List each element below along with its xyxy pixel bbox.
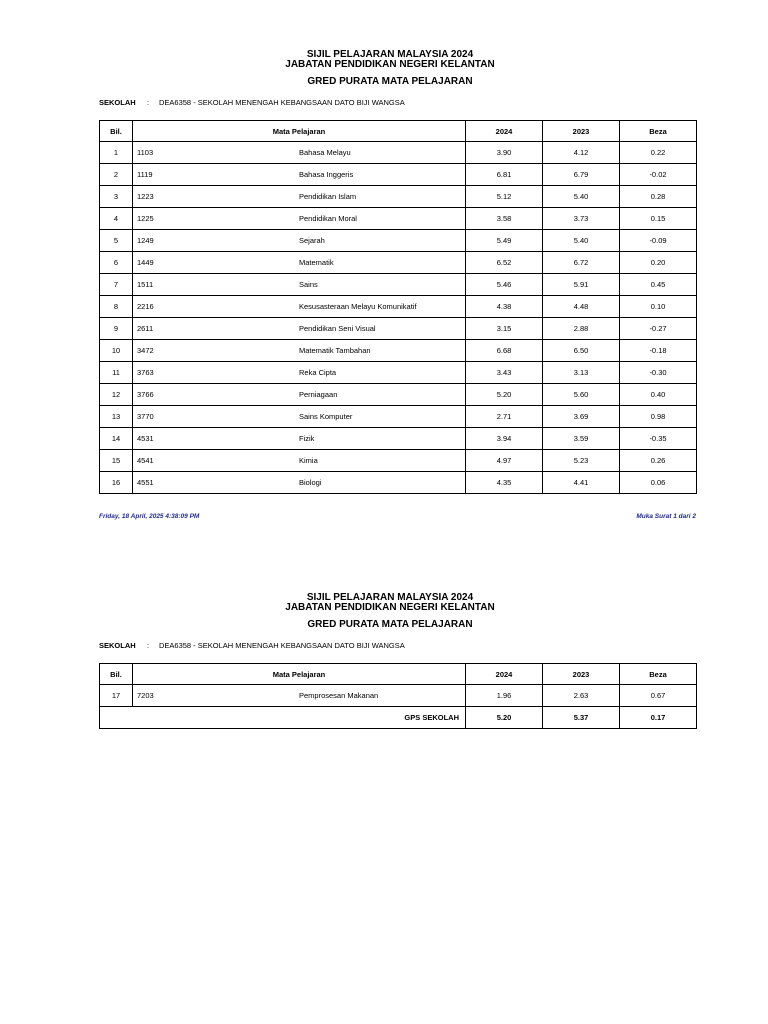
- grade-difference: 0.67: [620, 685, 697, 707]
- table-row: [100, 186, 697, 208]
- row-number: 4: [100, 208, 133, 230]
- grades-table: [99, 120, 697, 494]
- subject-code: 4531: [133, 428, 300, 450]
- report-title-line1: SIJIL PELAJARAN MALAYSIA 2024: [306, 49, 474, 60]
- table-row: [100, 472, 697, 494]
- col-bil: Bil.: [100, 664, 133, 685]
- subject-code: 3472: [133, 340, 300, 362]
- school-colon: :: [147, 98, 150, 107]
- subject-name: Matematik Tambahan: [299, 340, 466, 362]
- row-number: 11: [100, 362, 133, 384]
- report-title-line1: SIJIL PELAJARAN MALAYSIA 2024: [306, 592, 474, 603]
- grade-2023: 3.69: [543, 406, 620, 428]
- subject-code: 1119: [133, 164, 300, 186]
- subject-code: 4551: [133, 472, 300, 494]
- row-number: 5: [100, 230, 133, 252]
- grade-2024: 4.97: [466, 450, 543, 472]
- subject-code: 1103: [133, 142, 300, 164]
- grade-difference: -0.09: [620, 230, 697, 252]
- table-header-row: [100, 121, 697, 142]
- grade-2023: 3.13: [543, 362, 620, 384]
- grade-2023: 3.73: [543, 208, 620, 230]
- subject-name: Sains Komputer: [299, 406, 466, 428]
- grade-difference: -0.35: [620, 428, 697, 450]
- school-colon: :: [147, 641, 150, 650]
- gps-2024: 5.20: [466, 707, 543, 729]
- col-subject: Mata Pelajaran: [133, 664, 466, 685]
- grade-2023: 5.60: [543, 384, 620, 406]
- gps-summary-row: [100, 707, 697, 729]
- subject-code: 2611: [133, 318, 300, 340]
- grade-2023: 5.40: [543, 186, 620, 208]
- subject-name: Reka Cipta: [299, 362, 466, 384]
- table-row: [100, 164, 697, 186]
- report-title-line2: JABATAN PENDIDIKAN NEGERI KELANTAN: [285, 59, 495, 70]
- table-header-row: [100, 664, 697, 685]
- footer-page-number: Muka Surat 1 dari 2: [636, 513, 696, 520]
- grades-table-continued: [99, 663, 697, 729]
- row-number: 13: [100, 406, 133, 428]
- col-beza: Beza: [620, 121, 697, 142]
- gps-label: GPS SEKOLAH: [100, 707, 466, 729]
- subject-code: 1225: [133, 208, 300, 230]
- subject-code: 1511: [133, 274, 300, 296]
- table-row: [100, 252, 697, 274]
- subject-name: Perniagaan: [299, 384, 466, 406]
- table-row: [100, 208, 697, 230]
- grade-2024: 5.20: [466, 384, 543, 406]
- subject-name: Pendidikan Seni Visual: [299, 318, 466, 340]
- row-number: 17: [100, 685, 133, 707]
- grade-2024: 2.71: [466, 406, 543, 428]
- subject-code: 1249: [133, 230, 300, 252]
- table-row: [100, 340, 697, 362]
- school-info: [99, 98, 405, 108]
- grade-2024: 3.58: [466, 208, 543, 230]
- grade-2024: 6.81: [466, 164, 543, 186]
- row-number: 6: [100, 252, 133, 274]
- col-2024: 2024: [466, 121, 543, 142]
- row-number: 7: [100, 274, 133, 296]
- school-value: DEA6358 - SEKOLAH MENENGAH KEBANGSAAN DATO BIJI WANGSA: [159, 98, 405, 107]
- subject-name: Matematik: [299, 252, 466, 274]
- subject-name: Sains: [299, 274, 466, 296]
- subject-code: 1449: [133, 252, 300, 274]
- grade-2023: 2.88: [543, 318, 620, 340]
- table-row: [100, 274, 697, 296]
- row-number: 16: [100, 472, 133, 494]
- subject-code: 1223: [133, 186, 300, 208]
- gps-2023: 5.37: [543, 707, 620, 729]
- row-number: 1: [100, 142, 133, 164]
- table-row: [100, 318, 697, 340]
- row-number: 15: [100, 450, 133, 472]
- row-number: 3: [100, 186, 133, 208]
- subject-name: Kimia: [299, 450, 466, 472]
- grade-2023: 5.91: [543, 274, 620, 296]
- grade-difference: 0.40: [620, 384, 697, 406]
- grade-2023: 5.40: [543, 230, 620, 252]
- gps-beza: 0.17: [620, 707, 697, 729]
- grade-2024: 3.90: [466, 142, 543, 164]
- subject-name: Sejarah: [299, 230, 466, 252]
- col-beza: Beza: [620, 664, 697, 685]
- subject-name: Bahasa Inggeris: [299, 164, 466, 186]
- grade-difference: 0.10: [620, 296, 697, 318]
- footer-date: Friday, 18 April, 2025 4:38:09 PM: [99, 513, 200, 520]
- grade-2024: 5.12: [466, 186, 543, 208]
- table-row: [100, 384, 697, 406]
- school-value: DEA6358 - SEKOLAH MENENGAH KEBANGSAAN DATO BIJI WANGSA: [159, 641, 405, 650]
- subject-name: Bahasa Melayu: [299, 142, 466, 164]
- subject-name: Biologi: [299, 472, 466, 494]
- table-row: [100, 406, 697, 428]
- row-number: 9: [100, 318, 133, 340]
- report-title-line2: JABATAN PENDIDIKAN NEGERI KELANTAN: [285, 602, 495, 613]
- row-number: 14: [100, 428, 133, 450]
- school-label: SEKOLAH: [99, 641, 136, 650]
- grade-difference: 0.22: [620, 142, 697, 164]
- grade-2024: 3.94: [466, 428, 543, 450]
- grade-2024: 4.35: [466, 472, 543, 494]
- col-2023: 2023: [543, 664, 620, 685]
- grade-difference: 0.28: [620, 186, 697, 208]
- report-title-line3: GRED PURATA MATA PELAJARAN: [307, 76, 473, 87]
- subject-code: 4541: [133, 450, 300, 472]
- grade-2023: 3.59: [543, 428, 620, 450]
- subject-code: 2216: [133, 296, 300, 318]
- grade-2024: 3.43: [466, 362, 543, 384]
- table-row: [100, 685, 697, 707]
- subject-code: 3763: [133, 362, 300, 384]
- grade-difference: 0.06: [620, 472, 697, 494]
- grade-2024: 6.52: [466, 252, 543, 274]
- row-number: 10: [100, 340, 133, 362]
- subject-code: 3770: [133, 406, 300, 428]
- grade-2023: 6.50: [543, 340, 620, 362]
- grade-2024: 1.96: [466, 685, 543, 707]
- grade-2024: 4.38: [466, 296, 543, 318]
- col-2023: 2023: [543, 121, 620, 142]
- table-row: [100, 450, 697, 472]
- subject-name: Pendidikan Islam: [299, 186, 466, 208]
- grade-difference: -0.02: [620, 164, 697, 186]
- grade-2024: 5.46: [466, 274, 543, 296]
- table-row: [100, 142, 697, 164]
- row-number: 8: [100, 296, 133, 318]
- col-2024: 2024: [466, 664, 543, 685]
- col-bil: Bil.: [100, 121, 133, 142]
- grade-2023: 4.48: [543, 296, 620, 318]
- grade-difference: 0.20: [620, 252, 697, 274]
- table-row: [100, 230, 697, 252]
- subject-code: 3766: [133, 384, 300, 406]
- grade-2023: 4.12: [543, 142, 620, 164]
- grade-difference: -0.27: [620, 318, 697, 340]
- grade-2023: 6.72: [543, 252, 620, 274]
- grade-difference: 0.98: [620, 406, 697, 428]
- subject-name: Kesusasteraan Melayu Komunikatif: [299, 296, 466, 318]
- grade-2024: 3.15: [466, 318, 543, 340]
- grade-difference: 0.26: [620, 450, 697, 472]
- grade-2023: 2.63: [543, 685, 620, 707]
- grade-2024: 6.68: [466, 340, 543, 362]
- subject-name: Pendidikan Moral: [299, 208, 466, 230]
- grade-2023: 4.41: [543, 472, 620, 494]
- report-title-line3: GRED PURATA MATA PELAJARAN: [307, 619, 473, 630]
- grade-difference: 0.45: [620, 274, 697, 296]
- grade-2023: 6.79: [543, 164, 620, 186]
- row-number: 2: [100, 164, 133, 186]
- table-row: [100, 362, 697, 384]
- grade-difference: -0.18: [620, 340, 697, 362]
- school-label: SEKOLAH: [99, 98, 136, 107]
- subject-name: Pemprosesan Makanan: [299, 685, 466, 707]
- grade-difference: 0.15: [620, 208, 697, 230]
- table-row: [100, 428, 697, 450]
- subject-name: Fizik: [299, 428, 466, 450]
- row-number: 12: [100, 384, 133, 406]
- subject-code: 7203: [133, 685, 300, 707]
- grade-2024: 5.49: [466, 230, 543, 252]
- col-subject: Mata Pelajaran: [133, 121, 466, 142]
- table-row: [100, 296, 697, 318]
- grade-difference: -0.30: [620, 362, 697, 384]
- school-info: [99, 641, 405, 651]
- grade-2023: 5.23: [543, 450, 620, 472]
